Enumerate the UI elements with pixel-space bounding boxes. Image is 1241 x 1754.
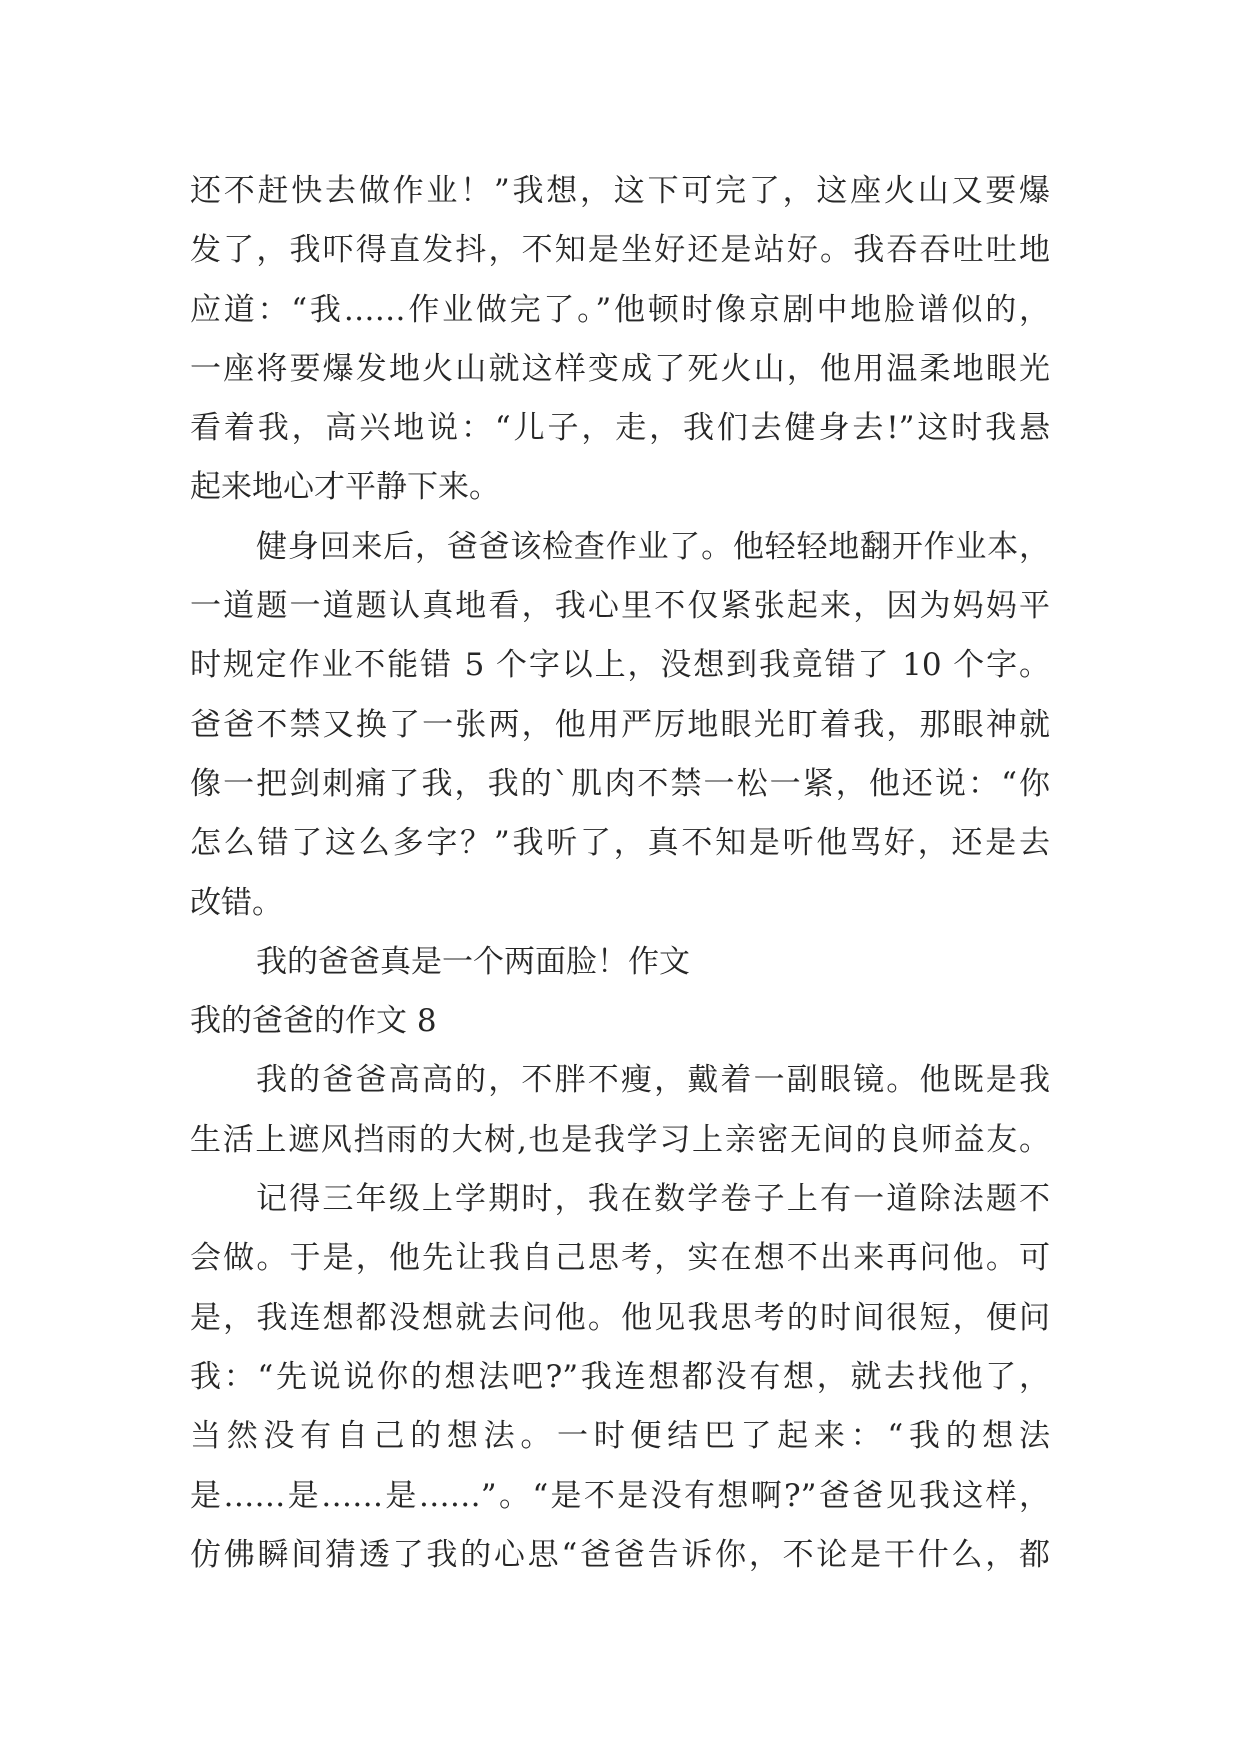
text-line: 是……是……是……”。“是不是没有想啊?”爸爸见我这样， [190, 1477, 1050, 1514]
text-line: 会做。于是，他先让我自己思考，实在想不出来再问他。可 [190, 1240, 1050, 1277]
paragraph-first-line: 健身回来后，爸爸该检查作业了。他轻轻地翻开作业本， [256, 528, 1050, 565]
text-line: 当然没有自己的想法。一时便结巴了起来：“我的想法 [190, 1418, 1050, 1455]
text-line: 生活上遮风挡雨的大树,也是我学习上亲密无间的良师益友。 [190, 1121, 1050, 1158]
text-line: 我：“先说说你的想法吧?”我连想都没有想，就去找他了， [190, 1358, 1050, 1395]
text-line: 还不赶快去做作业！”我想，这下可完了，这座火山又要爆 [190, 173, 1050, 209]
text-line: 一座将要爆发地火山就这样变成了死火山，他用温柔地眼光 [190, 350, 1050, 387]
closing-line: 我的爸爸真是一个两面脸！作文 [256, 943, 690, 980]
text-line: 是，我连想都没想就去问他。他见我思考的时间很短，便问 [190, 1299, 1050, 1336]
text-line: 发了，我吓得直发抖，不知是坐好还是站好。我吞吞吐吐地 [190, 232, 1050, 269]
document-body [190, 162, 1050, 1585]
text-line: 仿佛瞬间猜透了我的心思“爸爸告诉你，不论是干什么，都 [190, 1536, 1050, 1573]
text-line: 像一把剑刺痛了我，我的`肌肉不禁一松一紧，他还说：“你 [190, 765, 1050, 802]
text-line: 怎么错了这么多字？”我听了，真不知是听他骂好，还是去 [190, 825, 1050, 862]
text-line: 看着我，高兴地说：“儿子，走，我们去健身去!”这时我悬 [190, 410, 1050, 447]
text-line: 时规定作业不能错 5 个字以上，没想到我竟错了 10 个字。 [190, 647, 1050, 684]
text-line: 一道题一道题认真地看，我心里不仅紧张起来，因为妈妈平 [190, 588, 1050, 625]
text-line: 应道：“我……作业做完了。”他顿时像京剧中地脸谱似的， [190, 291, 1050, 328]
text-line: 起来地心才平静下来。 [190, 469, 500, 506]
text-line: 改错。 [190, 884, 283, 921]
paragraph-first-line: 我的爸爸高高的，不胖不瘦，戴着一副眼镜。他既是我 [256, 1062, 1050, 1099]
section-title: 我的爸爸的作文 8 [190, 1003, 437, 1040]
text-line: 爸爸不禁又换了一张两，他用严厉地眼光盯着我，那眼神就 [190, 706, 1050, 743]
paragraph-first-line: 记得三年级上学期时，我在数学卷子上有一道除法题不 [256, 1181, 1050, 1218]
